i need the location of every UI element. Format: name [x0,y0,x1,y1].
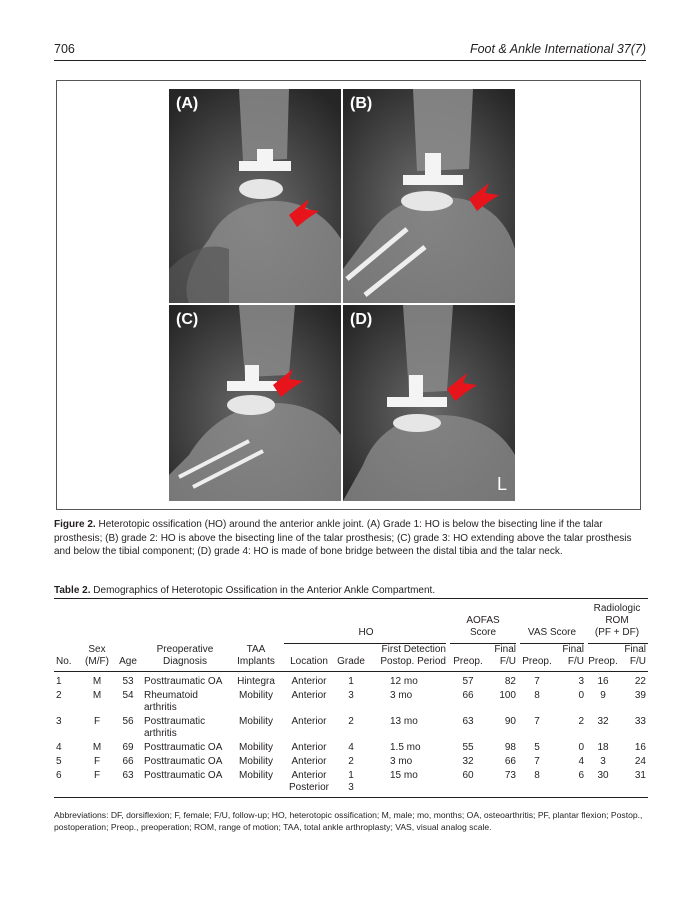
table-body [54,671,648,797]
col-header-rom-preop: Preop. [588,655,618,667]
col-header-no: No. [56,655,72,667]
table-caption [54,585,648,596]
table-caption-text: Demographics of Heterotopic Ossification in the Anterior Ankle Compartment. [93,585,436,596]
figure-caption-text: Heterotopic ossification (HO) around the anterior ankle joint. (A) Grade 1: HO is below the bisecting line if the talar prosthesis; (B) grade 2: HO is above the bisecting line of the talar prosthesis; (C) grade 3: HO extending above the talar prosthesis and below the tibial component; (D) grade 4: HO is made of bone bridge between the distal tibia and the talar neck. [54,519,632,557]
table-abbreviations: Abbreviations: DF, dorsiflexion; F, female; F/U, follow-up; HO, heterotopic ossification; M, male; mo, months; OA, osteoarthritis; PF, plantar flexion; Postop., postoperation; Preop., preoperation; ROM, range of motion; TAA, total ankle arthroplasty; VAS, visual analog scale. [54,810,643,832]
xray-panel-d [343,305,515,501]
col-header-vas-preop: Preop. [522,655,552,667]
panel-label-d: (D) [350,311,373,328]
col-header-vas-final: Final F/U [562,643,584,667]
col-header-rom-final: Final F/U [624,643,646,667]
xray-image-b [343,89,515,303]
col-header-grade: Grade [337,655,365,667]
col-header-age: Age [119,655,137,667]
col-header-diagnosis: Preoperative Diagnosis [156,643,214,667]
table-column-header-row [54,643,648,668]
table-row: 2 M 54 Rheumatoid arthritis Mobility Anterior 3 3 mo 66 100 8 0 9 39 [56,689,646,713]
demographics-table [54,598,648,798]
panel-corner-marker: L [496,474,507,494]
xray-image-d [343,305,515,501]
panel-label-c: (C) [176,311,199,328]
col-header-aofas-preop: Preop. [453,655,483,667]
figure-frame [56,80,641,510]
table-row: 6 F 63 Posttraumatic OA Mobility Anterior Posterior 1 3 15 mo 60 73 8 6 30 31 [56,769,646,793]
journal-title: Foot & Ankle International 37(7) [469,42,646,56]
figure-caption-label: Figure 2. [54,519,96,530]
xray-panel-a [169,89,341,303]
xray-image-a [169,89,341,303]
group-header-rom: Radiologic ROM (PF + DF) [593,603,641,638]
col-header-sex: Sex (M/F) [85,643,109,667]
table-row: 5 F 66 Posttraumatic OA Mobility Anterior 2 3 mo 32 66 7 4 3 24 [56,755,646,767]
group-header-vas: VAS Score [527,627,577,638]
col-header-first-detection: First Detection Postop. Period [380,643,446,667]
group-header-aofas: AOFAS Score [466,615,500,638]
demographics-table-container [54,598,648,798]
panel-label-b: (B) [350,95,373,112]
panel-label-a: (A) [176,95,199,112]
table-row: 4 M 69 Posttraumatic OA Mobility Anterior 4 1.5 mo 55 98 5 0 18 16 [56,741,646,753]
page-number: 706 [54,42,75,56]
col-header-location: Location [290,655,328,667]
table-caption-label: Table 2. [54,585,91,596]
figure-caption [54,518,648,559]
group-header-ho: HO [358,627,374,638]
xray-image-c [169,305,341,501]
header-rule [54,60,646,61]
table-row: 1 M 53 Posttraumatic OA Hintegra Anterior 1 12 mo 57 82 7 3 16 22 [56,675,646,687]
table-row: 3 F 56 Posttraumatic arthritis Mobility Anterior 2 13 mo 63 90 7 2 32 33 [56,715,646,739]
xray-panel-b [343,89,515,303]
col-header-taa: TAA Implants [237,643,275,667]
page-header [54,42,646,62]
table-group-header-row [54,599,648,639]
xray-panel-c [169,305,341,501]
col-header-aofas-final: Final F/U [494,643,516,667]
